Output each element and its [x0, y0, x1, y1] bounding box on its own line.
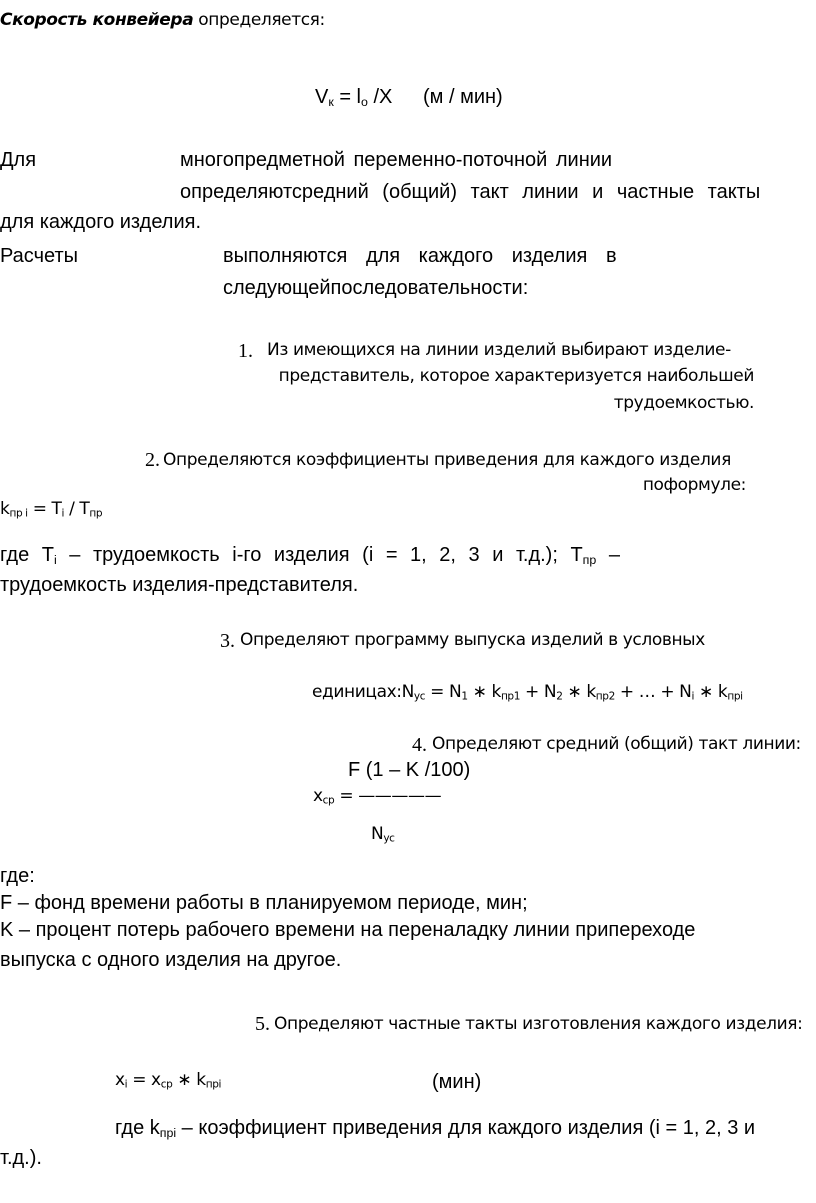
whereT-sub2: пр [582, 553, 597, 568]
whereT-c: – [596, 544, 620, 566]
s3-a: единицах:N [312, 682, 414, 702]
step1-line3: трудоемкостью. [613, 393, 754, 413]
speed-formula [315, 86, 393, 110]
step2-line1: Определяются коэффициенты приведения для каждого изделия [163, 450, 731, 470]
step2-line2: поформуле: [642, 475, 746, 495]
k-eq: = Т [27, 499, 62, 519]
s4-densub: ус [383, 832, 395, 845]
step5-where-line2: т.д.). [0, 1147, 42, 1169]
s3-sub1: ус [413, 690, 426, 703]
step5-line1: Определяют частные такты изготовления каждого изделия: [274, 1014, 803, 1034]
p1-line2: определяютсредний (общий) такт линии и частные такты [180, 181, 761, 203]
step4-numerator: F (1 – K /100) [348, 759, 471, 781]
k-symbol: k [0, 499, 10, 519]
formula-v-sub: к [328, 95, 334, 110]
p1-line3: для каждого изделия. [0, 211, 202, 233]
whereF-word: где: [0, 865, 35, 887]
whereT-b: – трудоемкость i-го изделия (i = 1, 2, 3 и т.д.); Т [56, 544, 583, 566]
whereF-line2: K – процент потерь рабочего времени на переналадку линии припереходе [0, 919, 696, 941]
p1-line1: многопредметной переменно-поточной линии [180, 149, 613, 171]
whereT-line1 [0, 544, 620, 568]
p1-word: Для [0, 149, 37, 171]
s3-g: ∗ k [694, 682, 728, 702]
step5-where-line1 [115, 1117, 756, 1141]
s5-xsub2: ср [160, 1078, 173, 1091]
p2-line2: следующейпоследовательности: [223, 277, 529, 299]
s5w-a: где k [115, 1117, 160, 1139]
formula-l-sub: о [361, 95, 368, 110]
s5w-b: – коэффициент приведения для каждого изделия (i = 1, 2, 3 и [176, 1117, 756, 1139]
p2-line1: выполняются для каждого изделия в [223, 245, 617, 267]
s3-d: + N [520, 682, 557, 702]
intro-line [0, 12, 325, 29]
s4-x: х [313, 786, 323, 806]
step3-line1: Определяют программу выпуска изделий в условных [240, 630, 705, 650]
k-div: / Т [64, 499, 90, 519]
s5-mul: ∗ k [172, 1070, 206, 1090]
speed-unit: (м / мин) [423, 86, 503, 108]
intro-rest: определяется: [198, 10, 325, 30]
s5-xsub: i [124, 1078, 128, 1091]
s3-sub7: прi [727, 690, 743, 703]
s3-sub2: 1 [461, 690, 468, 703]
formula-v: V [315, 86, 329, 108]
step1-line2: представитель, которое характеризуется наибольшей [278, 366, 754, 386]
s3-b: = N [425, 682, 462, 702]
whereT-a: где Т [0, 544, 54, 566]
step5-number: 5. [255, 1013, 270, 1035]
k-sub: пр i [9, 507, 28, 520]
whereF-line1: F – фонд времени работы в планируемом периоде, мин; [0, 892, 528, 914]
formula-eq: = l [333, 86, 362, 108]
step1-line1: Из имеющихся на линии изделий выбирают изделие- [267, 340, 731, 360]
s3-sub6: i [691, 690, 695, 703]
whereT-line2: трудоемкость изделия-представителя. [0, 574, 359, 596]
step5-unit: (мин) [432, 1071, 482, 1093]
s3-sub5: пр2 [595, 690, 615, 703]
k-formula [0, 501, 102, 518]
step1-number: 1. [238, 340, 253, 362]
s4-den: N [371, 824, 384, 844]
p2-word: Расчеты [0, 245, 78, 267]
s3-sub4: 2 [556, 690, 563, 703]
step3-line2 [312, 684, 743, 701]
intro-term: Скорость конвейера [0, 10, 194, 30]
s3-sub3: пр1 [500, 690, 521, 703]
s5-x: х [115, 1070, 125, 1090]
t-sub: i [61, 507, 65, 520]
step3-number: 3. [220, 630, 235, 652]
step2-number: 2. [145, 449, 160, 471]
s5w-sub: прi [159, 1126, 177, 1141]
step4-x-line [313, 788, 441, 805]
tpr-sub: пр [89, 507, 103, 520]
whereT-sub: i [53, 553, 57, 568]
s3-c: ∗ k [467, 682, 501, 702]
step4-number: 4. [412, 734, 427, 756]
s4-xsub: ср [322, 794, 335, 807]
step5-formula [115, 1072, 221, 1089]
s4-eq: = ————— [334, 786, 442, 806]
s3-f: + … + N [614, 682, 692, 702]
whereF-line3: выпуска с одного изделия на другое. [0, 949, 342, 971]
s5-eq: = х [127, 1070, 161, 1090]
step4-denominator [371, 826, 395, 843]
step4-line1: Определяют средний (общий) такт линии: [432, 734, 801, 754]
formula-tail: /Х [367, 86, 393, 108]
s5-ksub: прi [205, 1078, 221, 1091]
s3-e: ∗ k [562, 682, 596, 702]
